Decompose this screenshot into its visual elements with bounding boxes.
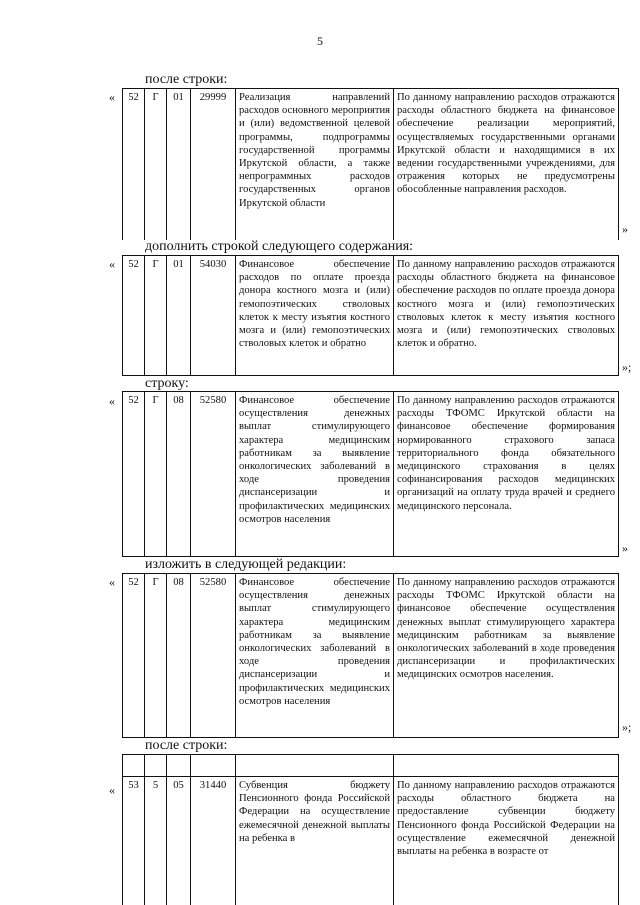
code-column-4: 54030 bbox=[191, 256, 236, 375]
code-column-4: 31440 bbox=[191, 755, 236, 905]
section-label: после строки: bbox=[145, 738, 228, 753]
opening-quote: « bbox=[109, 783, 115, 797]
code-column-3: 08 bbox=[167, 392, 191, 556]
section-label: дополнить строкой следующего содержания: bbox=[145, 239, 414, 254]
code-column-4: 52580 bbox=[191, 392, 236, 556]
code-column-2: Г bbox=[145, 256, 167, 375]
expense-name: Реализация направлений расходов основного мероприятия и (или) ведомственной целевой программы, подпрограммы государственной программы Иркутской области, а также непрограммных расходов государственных органов Иркутской области bbox=[236, 89, 394, 240]
code-column-2: Г bbox=[145, 574, 167, 737]
closing-quote: » bbox=[622, 541, 628, 555]
expense-name: Финансовое обеспечение осуществления денежных выплат стимулирующего характера медицинским работникам за выявление онкологических заболеваний в ходе проведения диспансеризации и профилактических медицинских осмотров населения bbox=[236, 392, 394, 556]
expense-name: Финансовое обеспечение осуществления денежных выплат стимулирующего характера медицинским работникам за выявление онкологических заболеваний в ходе проведения диспансеризации и профилактических медицинских осмотров населения bbox=[236, 574, 394, 737]
section-label: строку: bbox=[145, 376, 189, 391]
opening-quote: « bbox=[109, 257, 115, 271]
code-column-3: 01 bbox=[167, 256, 191, 375]
expense-name: Финансовое обеспечение расходов по оплате проезда донора костного мозга и (или) гемопоэтических стволовых клеток к месту изъятия костного мозга и (или) гемопоэтических стволовых клеток и обратно bbox=[236, 256, 394, 375]
expense-description: По данному направлению расходов отражаются расходы областного бюджета на финансовое обеспечение расходов по оплате проезда донора костного мозга и (или) гемопоэтических стволовых клеток к месту изъятия костного мозга и (или) гемопоэтических стволовых клеток и обратно. bbox=[397, 259, 615, 350]
section-label: после строки: bbox=[145, 72, 228, 87]
code-column-3: 08 bbox=[167, 574, 191, 737]
opening-quote: « bbox=[109, 394, 115, 408]
code-column-2: Г bbox=[145, 392, 167, 556]
expense-description: По данному направлению расходов отражаются расходы областного бюджета на предоставление субвенции бюджету Пенсионного фонда Российской Федерации на осуществление ежемесячной денежной выплаты на ребенка в возрасте от bbox=[397, 780, 615, 858]
opening-quote: « bbox=[109, 90, 115, 104]
code-column-1: 52 bbox=[123, 89, 145, 240]
code-column-3: 05 bbox=[167, 755, 191, 905]
page-number: 5 bbox=[317, 34, 323, 48]
expense-description: По данному направлению расходов отражаются расходы ТФОМС Иркутской области на финансовое обеспечение осуществления денежных выплат стимулирующего характера медицинским работникам за выявление онкологических заболеваний в ходе проведения диспансеризации и профилактических медицинских осмотров населения. bbox=[397, 577, 615, 681]
closing-quote: » bbox=[622, 222, 628, 236]
expense-name: Субвенция бюджету Пенсионного фонда Российской Федерации на осуществление ежемесячной денежной выплаты на ребенка в bbox=[236, 755, 394, 905]
code-column-1: 52 bbox=[123, 574, 145, 737]
budget-code-table bbox=[122, 573, 619, 738]
code-column-2: 5 bbox=[145, 755, 167, 905]
budget-code-table bbox=[122, 88, 619, 240]
code-column-1: 53 bbox=[123, 755, 145, 905]
section-label: изложить в следующей редакции: bbox=[145, 557, 347, 572]
expense-description: По данному направлению расходов отражаются расходы областного бюджета на финансовое обеспечение реализации мероприятий, осуществляемых государственными органами Иркутской области и находящимися в их ведении государственными учреждениями, для отражения которых не предусмотрены обособленные направления расходов. bbox=[397, 92, 615, 196]
expense-description: По данному направлению расходов отражаются расходы ТФОМС Иркутской области на финансовое обеспечение формирования нормированного страхового запаса территориального фонда обязательного медицинского страхования в целях софинансирования расходов медицинских организаций на оплату труда врачей и среднего медицинского персонала. bbox=[397, 395, 615, 512]
code-column-1: 52 bbox=[123, 256, 145, 375]
code-column-2: Г bbox=[145, 89, 167, 240]
code-column-3: 01 bbox=[167, 89, 191, 240]
table-rule bbox=[122, 776, 619, 777]
closing-quote: »; bbox=[622, 720, 632, 734]
code-column-1: 52 bbox=[123, 392, 145, 556]
code-column-4: 52580 bbox=[191, 574, 236, 737]
opening-quote: « bbox=[109, 575, 115, 589]
code-column-4: 29999 bbox=[191, 89, 236, 240]
budget-code-table bbox=[122, 255, 619, 376]
closing-quote: »; bbox=[622, 360, 632, 374]
budget-code-table bbox=[122, 391, 619, 557]
